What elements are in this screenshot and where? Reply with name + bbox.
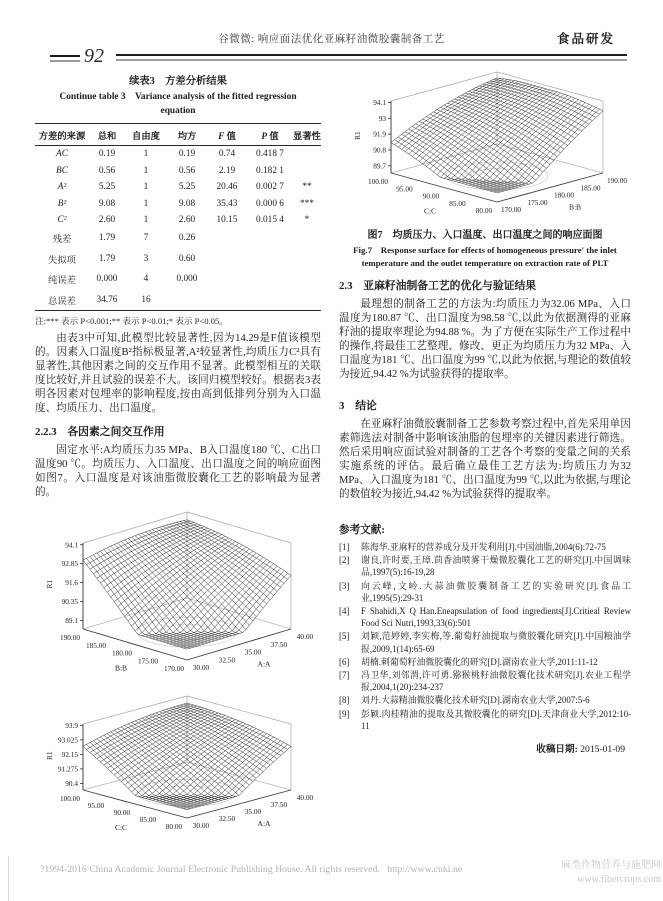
- table-row: AC 0.19 1 0.19 0.74 0.418 7: [56, 149, 284, 160]
- svg-text:85.00: 85.00: [139, 814, 157, 824]
- svg-text:95.00: 95.00: [87, 800, 105, 810]
- svg-text:95.00: 95.00: [396, 184, 413, 194]
- svg-text:35.00: 35.00: [244, 806, 262, 816]
- table3-title-cn: 续表3 方差分析结果: [129, 76, 227, 87]
- fig7-caption-en-line1: Fig.7 Response surface for effects of homogeneous pressure' the inlet: [353, 245, 617, 255]
- reference-item: [2] 谢良,许时要,王璋.茴香油喷雾干燥微胶囊化工艺的研究[J].中国调味品,1997(5):16-19,28: [339, 555, 631, 578]
- table3-body: [35, 146, 321, 311]
- copyright-notice: [40, 864, 462, 875]
- svg-text:93: 93: [378, 113, 386, 123]
- svg-text:91.275: 91.275: [57, 763, 78, 773]
- copyright-text: ?1994-2016 China Academic Journal Electronic Publishing House. All rights reserved.: [40, 864, 380, 875]
- page-number: 92: [84, 45, 104, 67]
- table-row: C² 2.60 1 2.60 10.15 0.015 4 *: [57, 214, 310, 225]
- variance-analysis-table: [35, 123, 321, 311]
- reference-item: [5] 刘颖,范婷婷,李实梅,等.葡萄籽油提取与微胶囊化研究[J].中国粮油学报,2009,1(14):65-69: [339, 631, 631, 654]
- svg-text:93.025: 93.025: [57, 734, 78, 744]
- table-row: 残差 1.79 7 0.26: [52, 233, 196, 246]
- svg-text:180.00: 180.00: [553, 190, 575, 200]
- svg-text:180.00: 180.00: [111, 648, 133, 658]
- svg-text:C:C: C:C: [423, 206, 437, 216]
- figure-surface-BA: [35, 504, 321, 686]
- svg-text:100.00: 100.00: [367, 177, 389, 186]
- paragraph-interaction: 固定水平:A均质压力35 MPa、B入口温度180 ℃、C出口温度90 ℃。均质压力、入口温度、出口温度之间的响应面图如图7。入口温度是对该油脂微胶囊化工艺的影响最为显著的。: [35, 444, 321, 498]
- watermark-line2: www.fibercrops.com: [577, 874, 661, 885]
- svg-text:40.00: 40.00: [296, 792, 314, 802]
- header-rule-left: [50, 55, 80, 62]
- table-row: 纯误差 0.000 4 0.000: [48, 274, 198, 287]
- reference-item: [1] 陈海华.亚麻籽的营养成分及开发利用[J].中国油脂,2004(6):72-75: [339, 542, 606, 552]
- heading-2-2-3: 2.2.3 各因素之间交互作用: [35, 425, 165, 438]
- svg-text:85.00: 85.00: [449, 198, 466, 208]
- svg-text:R1: R1: [45, 579, 54, 589]
- svg-text:A:A: A:A: [257, 659, 271, 669]
- received-date-line: [339, 741, 625, 755]
- svg-text:32.50: 32.50: [218, 654, 236, 664]
- svg-text:89.1: 89.1: [65, 615, 78, 625]
- svg-text:40.00: 40.00: [296, 631, 314, 641]
- fig7-caption-cn: 图7 均质压力、入口温度、出口温度之间的响应面图: [367, 230, 603, 241]
- svg-text:92.85: 92.85: [61, 558, 78, 568]
- svg-text:30.00: 30.00: [192, 820, 210, 830]
- svg-text:B:B: B:B: [114, 663, 128, 673]
- received-date-label: 收稿日期:: [536, 744, 578, 756]
- right-column: [339, 62, 631, 755]
- table3-note: 注:*** 表示 P<0.001;** 表示 P<0.01;* 表示 P<0.05。: [35, 315, 228, 326]
- svg-text:175.00: 175.00: [527, 197, 548, 207]
- svg-text:190.00: 190.00: [606, 176, 628, 185]
- table-row: BC 0.56 1 0.56 2.19 0.182 1: [56, 165, 284, 176]
- reference-item: [3] 向云峰,文岭.大蒜油微胶囊制备工艺的实验研究[J].食品工业,1995(5):29-31: [339, 580, 631, 603]
- paragraph-conclusion: 在亚麻籽油微胶囊制备工艺参数考察过程中,首先采用单因素筛选法对制备中影响该油脂的包埋率的关键因素进行筛选。然后采用响应面试验对制备的工艺各个考察的变量之间的关系实施系统的评估。最后确立最佳工艺方法为:均质压力为32 MPa、入口温度为181 ℃、出口温度为99 ℃,以此为依据,与理论的数值较为接近,94.42 %为试验获得的提取率。: [339, 419, 631, 500]
- heading-3-conclusion: 3 结论: [339, 400, 377, 412]
- reference-item: [6] 胡楠.刺葡萄籽油微胶囊化的研究[D].湖南农业大学,2011:11-12: [339, 656, 598, 667]
- svg-text:35.00: 35.00: [244, 647, 262, 657]
- journal-section-label: 食品研发: [556, 32, 615, 46]
- response-surface-chart-BA: [35, 504, 321, 686]
- received-date-value: 2015-01-09: [580, 744, 625, 756]
- heading-2-3: 2.3 亚麻籽油制备工艺的优化与验证结果: [339, 280, 537, 292]
- svg-text:94.1: 94.1: [373, 98, 386, 108]
- fig7-caption-en: [339, 244, 631, 270]
- cnki-url: http://www.cnki.ne: [387, 864, 463, 875]
- page-edge-line: [8, 856, 9, 901]
- svg-text:R1: R1: [45, 750, 54, 760]
- watermark-line1: 麻类作物营养与施肥网: [561, 860, 661, 871]
- svg-text:100.00: 100.00: [59, 793, 81, 803]
- svg-text:89.7: 89.7: [373, 161, 386, 171]
- svg-text:90.00: 90.00: [422, 191, 440, 201]
- svg-text:175.00: 175.00: [137, 655, 159, 665]
- page-footer: [0, 856, 663, 901]
- figure-surface-CB: [339, 66, 631, 224]
- svg-text:C:C: C:C: [114, 822, 128, 832]
- header-rule-main: [116, 54, 627, 61]
- svg-text:185.00: 185.00: [580, 183, 601, 193]
- svg-text:30.00: 30.00: [192, 662, 210, 672]
- table3-title-en: Continue table 3 Variance analysis of the fitted regression: [59, 92, 297, 102]
- table-row: 总误差 34.76 16: [48, 294, 151, 307]
- references-heading: 参考文献:: [339, 525, 385, 536]
- svg-text:90.35: 90.35: [61, 596, 78, 606]
- paragraph-model-significance: 由表3中可知,此模型比较显著性,因为14.29是F值该模型的。因素入口温度B²指标极显著,A²较显著性,均质压力C²具有显著性,其他因素之间的交互作用不显著。此模型相互的关联度比较好,并且试验的误差不大。该回归模型较好。根据表3表明各因素对包埋率的影响程度,按由高到低排列分别为入口温度、均质压力、出口温度。: [35, 332, 321, 414]
- svg-text:37.50: 37.50: [270, 799, 288, 809]
- left-column: [35, 72, 321, 840]
- svg-text:32.50: 32.50: [218, 813, 236, 823]
- svg-text:91.9: 91.9: [373, 129, 386, 139]
- table3-title-en2: equation: [160, 106, 196, 116]
- reference-item: [8] 刘丹.大蒜精油微胶囊化技术研究[D].湖南农业大学,2007:5-6: [339, 695, 590, 706]
- response-surface-chart-CB: [339, 66, 631, 224]
- svg-text:90.8: 90.8: [373, 145, 386, 155]
- svg-text:93.9: 93.9: [65, 720, 78, 730]
- watermark: [561, 859, 661, 887]
- svg-text:91.6: 91.6: [65, 577, 78, 587]
- table-header-row: 方差的来源 总和 自由度 均方 F 值 P 值 显著性: [35, 124, 321, 146]
- svg-text:R1: R1: [353, 131, 362, 140]
- reference-item: [4] F Shahidi,X Q Han.Eneapsulation of food ingredients[J].Critieal Review Food Sci Nutri,1993,33(6):501: [339, 606, 631, 629]
- references-list: [339, 541, 631, 732]
- table-row: A² 5.25 1 5.25 20.46 0.002 7 **: [57, 182, 312, 193]
- figure-surface-CA: [35, 690, 321, 840]
- svg-text:90.00: 90.00: [113, 807, 131, 817]
- fig7-caption-en-line2: temperature and the outlet temperature on extraction rate of PLT: [361, 258, 609, 268]
- svg-text:80.00: 80.00: [165, 821, 183, 831]
- svg-text:94.1: 94.1: [65, 539, 78, 549]
- paragraph-optimization: 最理想的制备工艺的方法为:均质压力为32.06 MPa、入口温度为180.87 ℃、出口温度为98.58 ℃,以此为依据测得的亚麻籽油的提取率理论为94.88 %。为了方便在实际生产工作过程中的操作,将最佳工艺整理、修改、更正为均质压力为32 MPa、入口温度为181 ℃、出口温度为99 ℃,以此为依据,与理论的数值较为接近,94.42 %为试验获得的提取率。: [339, 299, 631, 380]
- table-row: B² 9.08 1 9.08 35.43 0.000 6 ***: [57, 198, 314, 209]
- running-title: 谷微微: 响应面法优化亚麻籽油微胶囊制备工艺: [218, 34, 445, 45]
- svg-text:90.4: 90.4: [65, 778, 78, 788]
- svg-text:185.00: 185.00: [85, 640, 107, 650]
- svg-text:A:A: A:A: [257, 818, 271, 828]
- svg-text:80.00: 80.00: [475, 206, 493, 215]
- table-row: 失拟项 1.79 3 0.60: [48, 253, 196, 266]
- svg-text:190.00: 190.00: [59, 632, 81, 642]
- reference-item: [7] 冯卫华,刘邻渭,许可勇.猕猴桃籽油微胶囊化技术研究[J].农业工程学报,2004,1(20):234-237: [339, 670, 631, 693]
- svg-text:170.00: 170.00: [500, 205, 522, 214]
- svg-text:37.50: 37.50: [270, 639, 288, 649]
- reference-item: [9] 彭颖.肉桂精油的提取及其微胶囊化的研究[D].天津商业大学,2012:10-11: [339, 708, 631, 731]
- svg-text:92.15: 92.15: [61, 749, 78, 759]
- svg-text:170.00: 170.00: [163, 663, 185, 673]
- response-surface-chart-CA: [35, 690, 321, 840]
- svg-text:B:B: B:B: [568, 202, 582, 212]
